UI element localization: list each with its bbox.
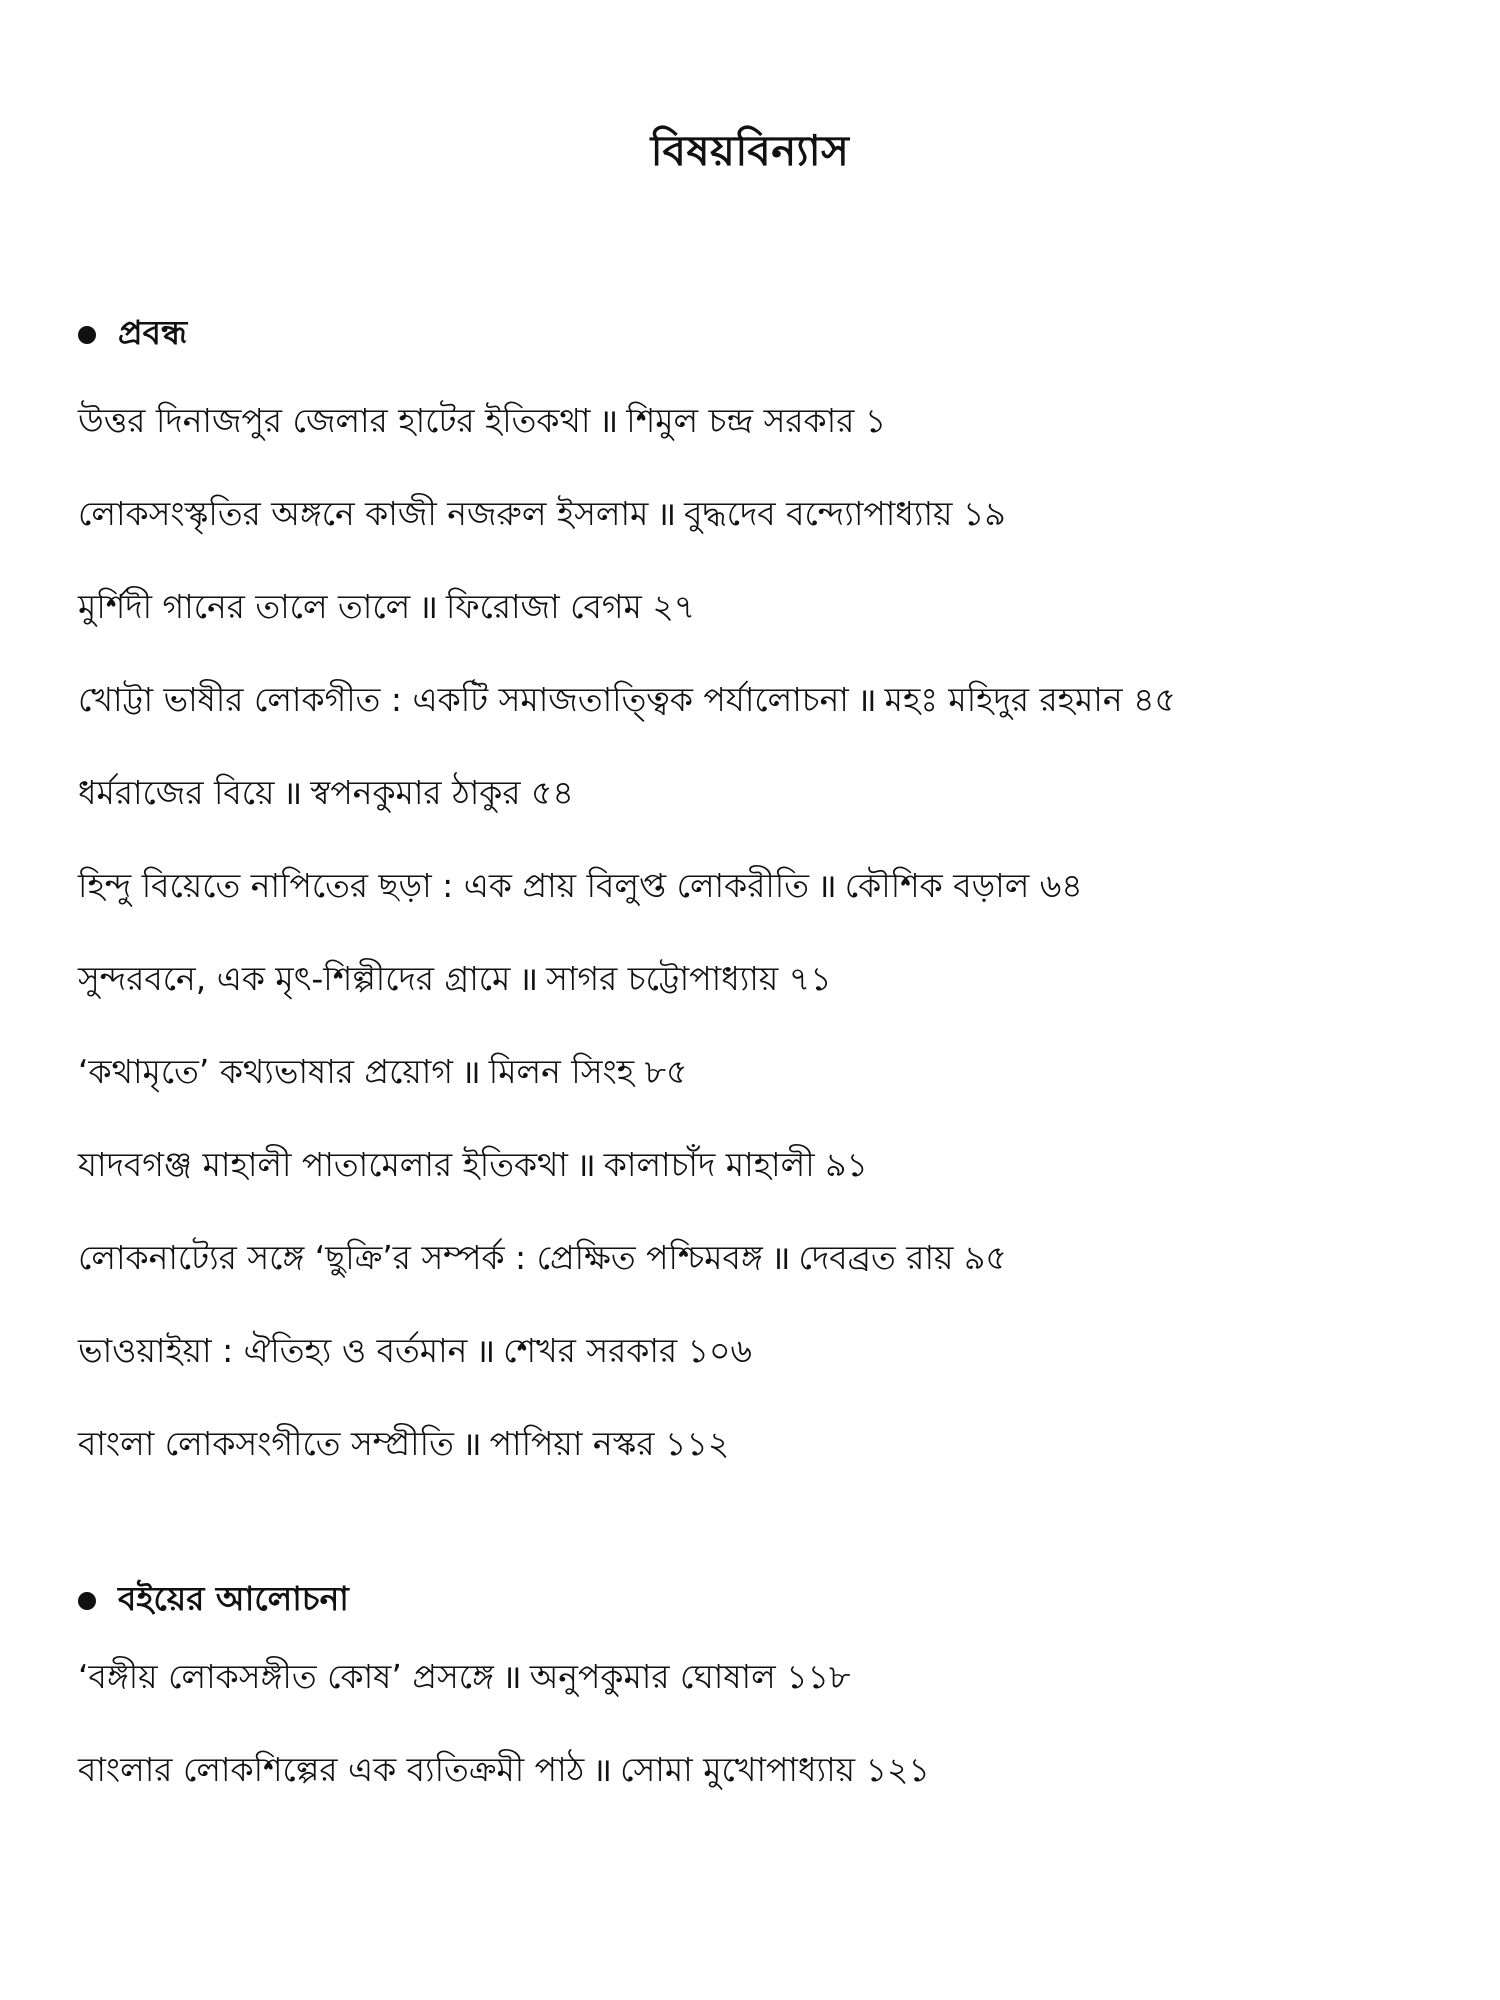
entry-separator: ॥ (817, 866, 837, 905)
list-item (78, 1328, 1458, 1421)
list-item (78, 398, 1458, 491)
entry-page-number: ৮৫ (644, 1052, 688, 1091)
list-item (78, 956, 1458, 1049)
entry-author: মহঃ মহিদুর রহমান (884, 680, 1123, 719)
list-item (78, 677, 1458, 770)
entry-title: মুর্শিদী গানের তালে তালে (78, 587, 411, 626)
section-heading-label: প্রবন্ধ (118, 313, 188, 352)
entry-author: ফিরোজা বেগম (446, 587, 642, 626)
entry-page-number: ১ (864, 401, 887, 440)
section-essays (78, 312, 1458, 1514)
entry-separator: ॥ (598, 401, 619, 440)
list-item (78, 1747, 1458, 1840)
list-item (78, 1049, 1458, 1142)
section-heading (78, 1578, 1458, 1624)
bullet-icon (78, 1592, 96, 1610)
entry-author: সোমা মুখোপাধ্যায় (620, 1750, 856, 1789)
entry-page-number: ১০৬ (687, 1331, 752, 1370)
list-item (78, 1235, 1458, 1328)
entry-page-number: ১৯ (962, 494, 1006, 533)
entry-title: উত্তর দিনাজপুর জেলার হাটের ইতিকথা (78, 401, 591, 440)
entry-title: খোট্টা ভাষীর লোকগীত : একটি সমাজতাত্ত্বিক পর্যালোচনা (78, 680, 849, 719)
entry-title: বাংলা লোকসংগীতে সম্প্রীতি (78, 1424, 454, 1463)
entry-author: স্বপনকুমার ঠাকুর (310, 773, 521, 812)
entry-author: কৌশিক বড়াল (844, 866, 1030, 905)
list-item (78, 1654, 1458, 1747)
entry-title: ‘কথামৃতে’ কথ্যভাষার প্রয়োগ (78, 1052, 453, 1091)
entry-title: লোকনাট্যের সঙ্গে ‘ছুক্রি’র সম্পর্ক : প্রেক্ষিত পশ্চিমবঙ্গ (78, 1238, 763, 1277)
entry-page-number: ৯১ (825, 1145, 868, 1184)
entry-separator: ॥ (856, 680, 877, 719)
entry-separator: ॥ (770, 1238, 791, 1277)
entry-separator: ॥ (592, 1750, 613, 1789)
section-book-reviews (78, 1578, 1458, 1840)
list-item (78, 1142, 1458, 1235)
list-item (78, 1421, 1458, 1514)
entry-author: পাপিয়া নস্কর (489, 1424, 655, 1463)
entry-title: লোকসংস্কৃতির অঙ্গনে কাজী নজরুল ইসলাম (78, 494, 649, 533)
entry-separator: ॥ (282, 773, 303, 812)
entry-author: শিমুল চন্দ্র সরকার (626, 401, 855, 440)
entry-separator: ॥ (656, 494, 677, 533)
entry-list (78, 398, 1458, 1514)
entry-page-number: ৭১ (788, 959, 832, 998)
entry-author: মিলন সিংহ (488, 1052, 635, 1091)
entry-title: সুন্দরবনে, এক মৃৎ-শিল্পীদের গ্রামে (78, 959, 511, 998)
entry-author: দেবব্রত রায় (798, 1238, 954, 1277)
entry-author: সাগর চট্টোপাধ্যায় (546, 959, 779, 998)
entry-page-number: ১১৮ (786, 1657, 851, 1696)
entry-page-number: ১১২ (665, 1424, 730, 1463)
entry-separator: ॥ (518, 959, 539, 998)
list-item (78, 584, 1458, 677)
entry-author: কালাচাঁদ মাহালী (603, 1145, 815, 1184)
entry-separator: ॥ (475, 1331, 496, 1370)
entry-page-number: ৪৫ (1133, 680, 1176, 719)
bullet-icon (78, 326, 96, 344)
entry-page-number: ৫৪ (531, 773, 574, 812)
entry-title: ভাওয়াইয়া : ঐতিহ্য ও বর্তমান (78, 1331, 468, 1370)
entry-page-number: ১২১ (865, 1750, 930, 1789)
entry-separator: ॥ (460, 1052, 481, 1091)
entry-title: হিন্দু বিয়েতে নাপিতের ছড়া : এক প্রায় বিলুপ্ত লোকরীতি (78, 866, 810, 905)
page-title: বিষয়বিন্যাস (650, 126, 850, 175)
entry-separator: ॥ (576, 1145, 596, 1184)
section-heading-label: বইয়ের আলোচনা (118, 1579, 349, 1618)
list-item (78, 770, 1458, 863)
list-item (78, 491, 1458, 584)
entry-title: ধর্মরাজের বিয়ে (78, 773, 275, 812)
entry-page-number: ২৭ (652, 587, 696, 626)
entry-list (78, 1654, 1458, 1840)
entry-separator: ॥ (501, 1657, 522, 1696)
entry-page-number: ৬৪ (1039, 866, 1083, 905)
list-item (78, 863, 1458, 956)
entry-title: যাদবগঞ্জ মাহালী পাতামেলার ইতিকথা (78, 1145, 568, 1184)
entry-page-number: ৯৫ (963, 1238, 1007, 1277)
entry-author: অনুপকুমার ঘোষাল (529, 1657, 776, 1696)
entry-separator: ॥ (418, 587, 438, 626)
entry-title: ‘বঙ্গীয় লোকসঙ্গীত কোষ’ প্রসঙ্গে (78, 1657, 494, 1696)
entry-author: বুদ্ধদেব বন্দ্যোপাধ্যায় (684, 494, 953, 533)
entry-separator: ॥ (461, 1424, 482, 1463)
entry-author: শেখর সরকার (503, 1331, 678, 1370)
section-heading (78, 312, 1458, 358)
entry-title: বাংলার লোকশিল্পের এক ব্যতিক্রমী পাঠ (78, 1750, 585, 1789)
